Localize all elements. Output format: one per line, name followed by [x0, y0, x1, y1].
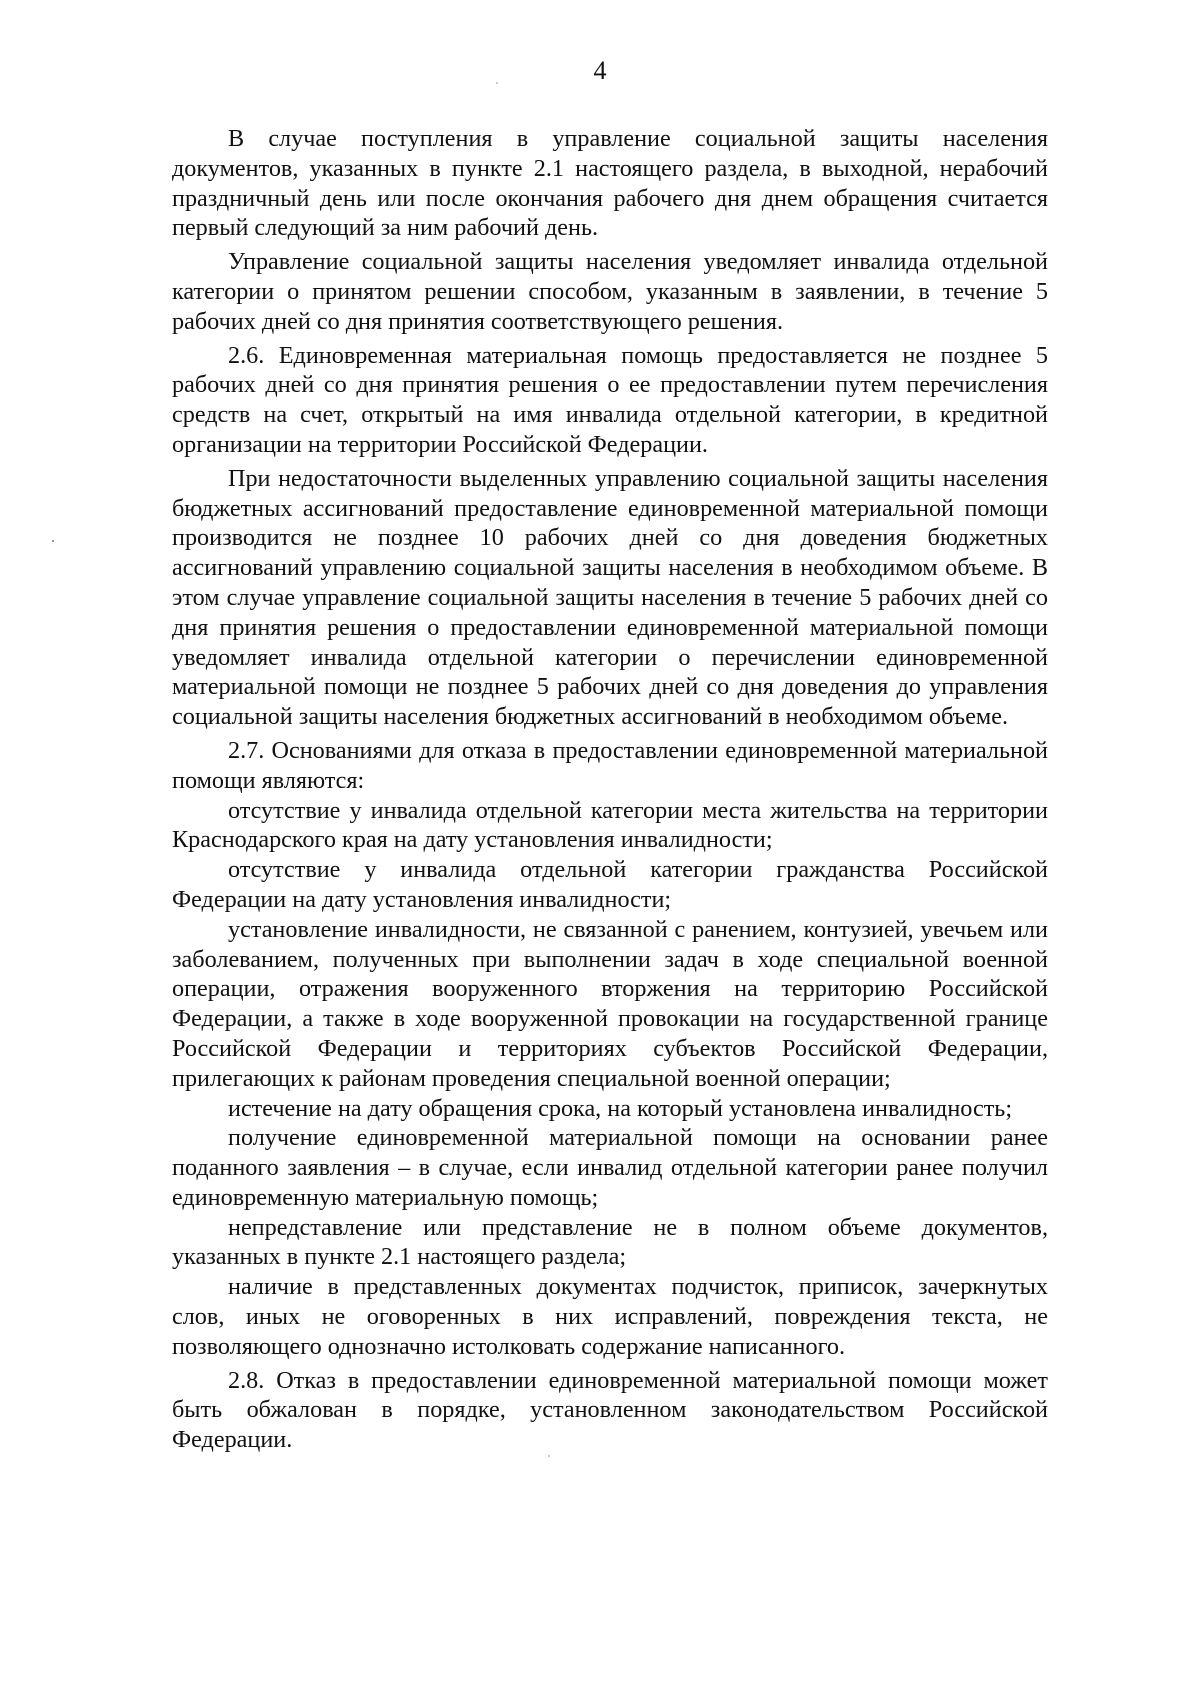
refusal-reason-incomplete-documents: непредставление или представление не в полном объеме документов, указанных в пункте 2.1 настоящего раздела; [172, 1213, 1048, 1271]
refusal-reason-disability-cause: установление инвалидности, не связанной с ранением, контузией, увечьем или заболеванием, полученных при выполнении задач в ходе специальной военной операции, отражения вооруженного вторжения на территорию Российской Федерации, а также в ходе вооруженной провокации на государственной границе Российской Федерации и территориях субъектов Российской Федерации, прилегающих к районам проведения специальной военной операции; [172, 915, 1048, 1092]
paragraph-application-date: В случае поступления в управление социальной защиты населения документов, указанных в пункте 2.1 настоящего раздела, в выходной, нерабочий праздничный день или после окончания рабочего дня днем обращения считается первый следующий за ним рабочий день. [172, 125, 1048, 242]
scan-speck [548, 1455, 550, 1457]
refusal-reason-residence: отсутствие у инвалида отдельной категории места жительства на территории Краснодарского края на дату установления инвалидности; [172, 796, 1048, 854]
page-number: 4 [593, 56, 607, 85]
refusal-reason-previous-payment: получение единовременной материальной помощи на основании ранее поданного заявления – в случае, если инвалид отдельной категории ранее получил единовременную материальную помощь; [172, 1124, 1048, 1211]
refusal-reason-expiry: истечение на дату обращения срока, на который установлена инвалидность; [228, 1094, 1013, 1122]
refusal-reason-corrections: наличие в представленных документах подчисток, приписок, зачеркнутых слов, иных не оговоренных в них исправлений, повреждения текста, не позволяющего однозначно истолковать содержание написанного. [172, 1273, 1048, 1360]
refusal-reason-citizenship: отсутствие у инвалида отдельной категории гражданства Российской Федерации на дату установления инвалидности; [172, 856, 1048, 913]
paragraph-2-7: 2.7. Основаниями для отказа в предоставлении единовременной материальной помощи являются: [172, 736, 1048, 794]
paragraph-2-6: 2.6. Единовременная материальная помощь предоставляется не позднее 5 рабочих дней со дня принятия решения о ее предоставлении путем перечисления средств на счет, открытый на имя инвалида отдельной категории, в кредитной организации на территории Российской Федерации. [172, 341, 1048, 458]
paragraph-2-8: 2.8. Отказ в предоставлении единовременной материальной помощи может быть обжалован в порядке, установленном законодательством Российской Федерации. [172, 1366, 1048, 1454]
document-body [172, 124, 1048, 1459]
paragraph-notification: Управление социальной защиты населения уведомляет инвалида отдельной категории о принятом решении способом, указанным в заявлении, в течение 5 рабочих дней со дня принятия соответствующего решения. [172, 248, 1048, 335]
scan-speck [52, 540, 54, 542]
paragraph-insufficient-funds: При недостаточности выделенных управлению социальной защиты населения бюджетных ассигнований предоставление единовременной материальной помощи производится не позднее 10 рабочих дней со дня доведения бюджетных ассигнований управлению социальной защиты населения в необходимом объеме. В этом случае управление социальной защиты населения в течение 5 рабочих дней со дня принятия решения о предоставлении единовременной материальной помощи уведомляет инвалида отдельной категории о перечислении единовременной материальной помощи не позднее 5 рабочих дней со дня доведения до управления социальной защиты населения бюджетных ассигнований в необходимом объеме. [172, 464, 1048, 731]
scan-speck [496, 82, 498, 84]
